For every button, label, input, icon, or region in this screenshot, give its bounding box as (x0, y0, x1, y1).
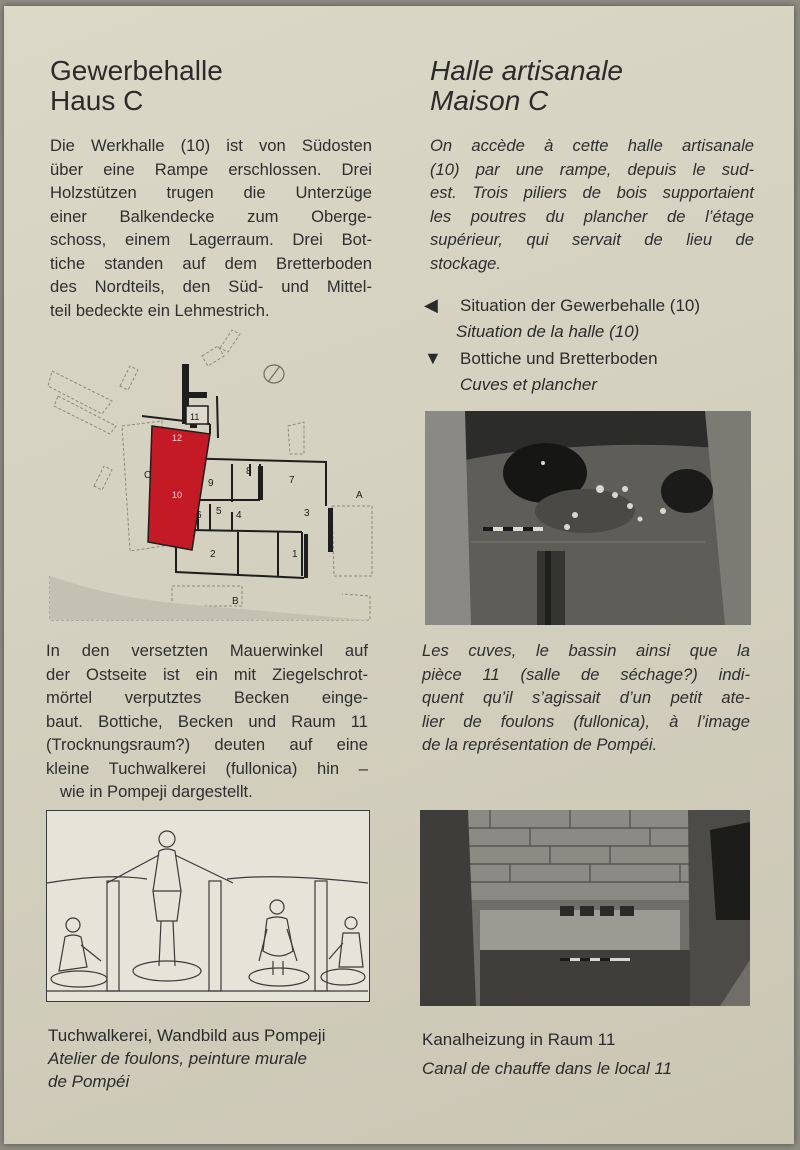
title-german: Gewerbehalle Haus C (50, 55, 223, 116)
middle-text-french: Les cuves, le bassin ainsi que la pièce 11 (salle de séchage?) indi- quent qu’il s’agissait d’un petit ate- lier de foulons (fullonica), à l’image de la représentation de Pompéi. (422, 641, 750, 754)
label-room-9: 9 (208, 478, 214, 489)
intro-text-german: Die Werkhalle (10) ist von Südosten über eine Rampe erschlossen. Drei Holzstützen trugen die Unterzüge einer Balkendecke zum Oberge- schoss, einem Lagerraum. Drei Bot- tiche standen auf dem Bretterboden des Nordteils, den Süd- und Mittel- teil bedeckte ein Lehmestrich. (50, 136, 372, 320)
photo-channel-heating (420, 810, 750, 1006)
site-plan (42, 326, 378, 622)
plan-outer-outlines (48, 330, 372, 620)
label-room-10: 10 (172, 490, 183, 500)
label-room-12: 12 (172, 433, 183, 443)
caption-heating-german: Kanalheizung in Raum 11 (422, 1030, 616, 1049)
label-room-6: 6 (196, 510, 202, 521)
caption-fresco (48, 1024, 325, 1093)
label-C: C (144, 470, 152, 481)
fresco-drawing (46, 810, 370, 1002)
label-room-2: 2 (210, 549, 216, 560)
caption-heating (422, 1028, 672, 1080)
legend-item-situation: ◀ Situation der Gewerbehalle (10) (424, 292, 764, 319)
legend-item-tubs-fr: Cuves et plancher (460, 375, 598, 394)
caption-fresco-french-line1: Atelier de foulons, peinture murale (48, 1049, 307, 1068)
info-board (4, 6, 794, 1144)
hall-10-highlight (148, 426, 210, 550)
label-room-8: 8 (246, 466, 252, 477)
caption-fresco-french-line2: de Pompéi (48, 1072, 130, 1091)
label-room-4: 4 (236, 510, 242, 521)
label-room-3: 3 (304, 508, 310, 519)
label-room-1: 1 (292, 549, 298, 560)
legend (424, 292, 764, 398)
legend-item-situation-fr: Situation de la halle (10) (456, 322, 640, 341)
caption-fresco-german: Tuchwalkerei, Wandbild aus Pompeji (48, 1026, 326, 1045)
intro-text-french: On accède à cette halle artisanale (10) par une rampe, depuis le sud- est. Trois piliers de bois supportaient les poutres du plancher de l’étage supérieur, qui servait de lieu de stockage. (430, 136, 754, 273)
label-room-11: 11 (190, 412, 200, 422)
photo-tubs-floor (425, 411, 751, 625)
triangle-left-icon: ◀ (424, 295, 438, 315)
title-french: Halle artisanale Maison C (430, 55, 623, 116)
triangle-down-icon: ▼ (424, 348, 442, 368)
label-room-7: 7 (289, 475, 295, 486)
label-B: B (232, 596, 239, 607)
north-arrow-icon (264, 365, 284, 383)
label-A: A (356, 490, 363, 501)
caption-heating-french: Canal de chauffe dans le local 11 (422, 1059, 673, 1078)
plan-ground-shade (50, 576, 370, 620)
middle-text-german: In den versetzten Mauerwinkel auf der Ostseite ist ein mit Ziegelschrot- mörtel verputztes Becken einge- baut. Bottiche, Becken und Raum 11 (Trocknungsraum?) deuten auf eine kleine Tuchwalkerei (fullonica) hin – wie in Pompeji dargestellt. (46, 641, 368, 801)
legend-item-tubs: ▼ Bottiche und Bretterboden (424, 345, 764, 372)
label-room-5: 5 (216, 506, 222, 517)
